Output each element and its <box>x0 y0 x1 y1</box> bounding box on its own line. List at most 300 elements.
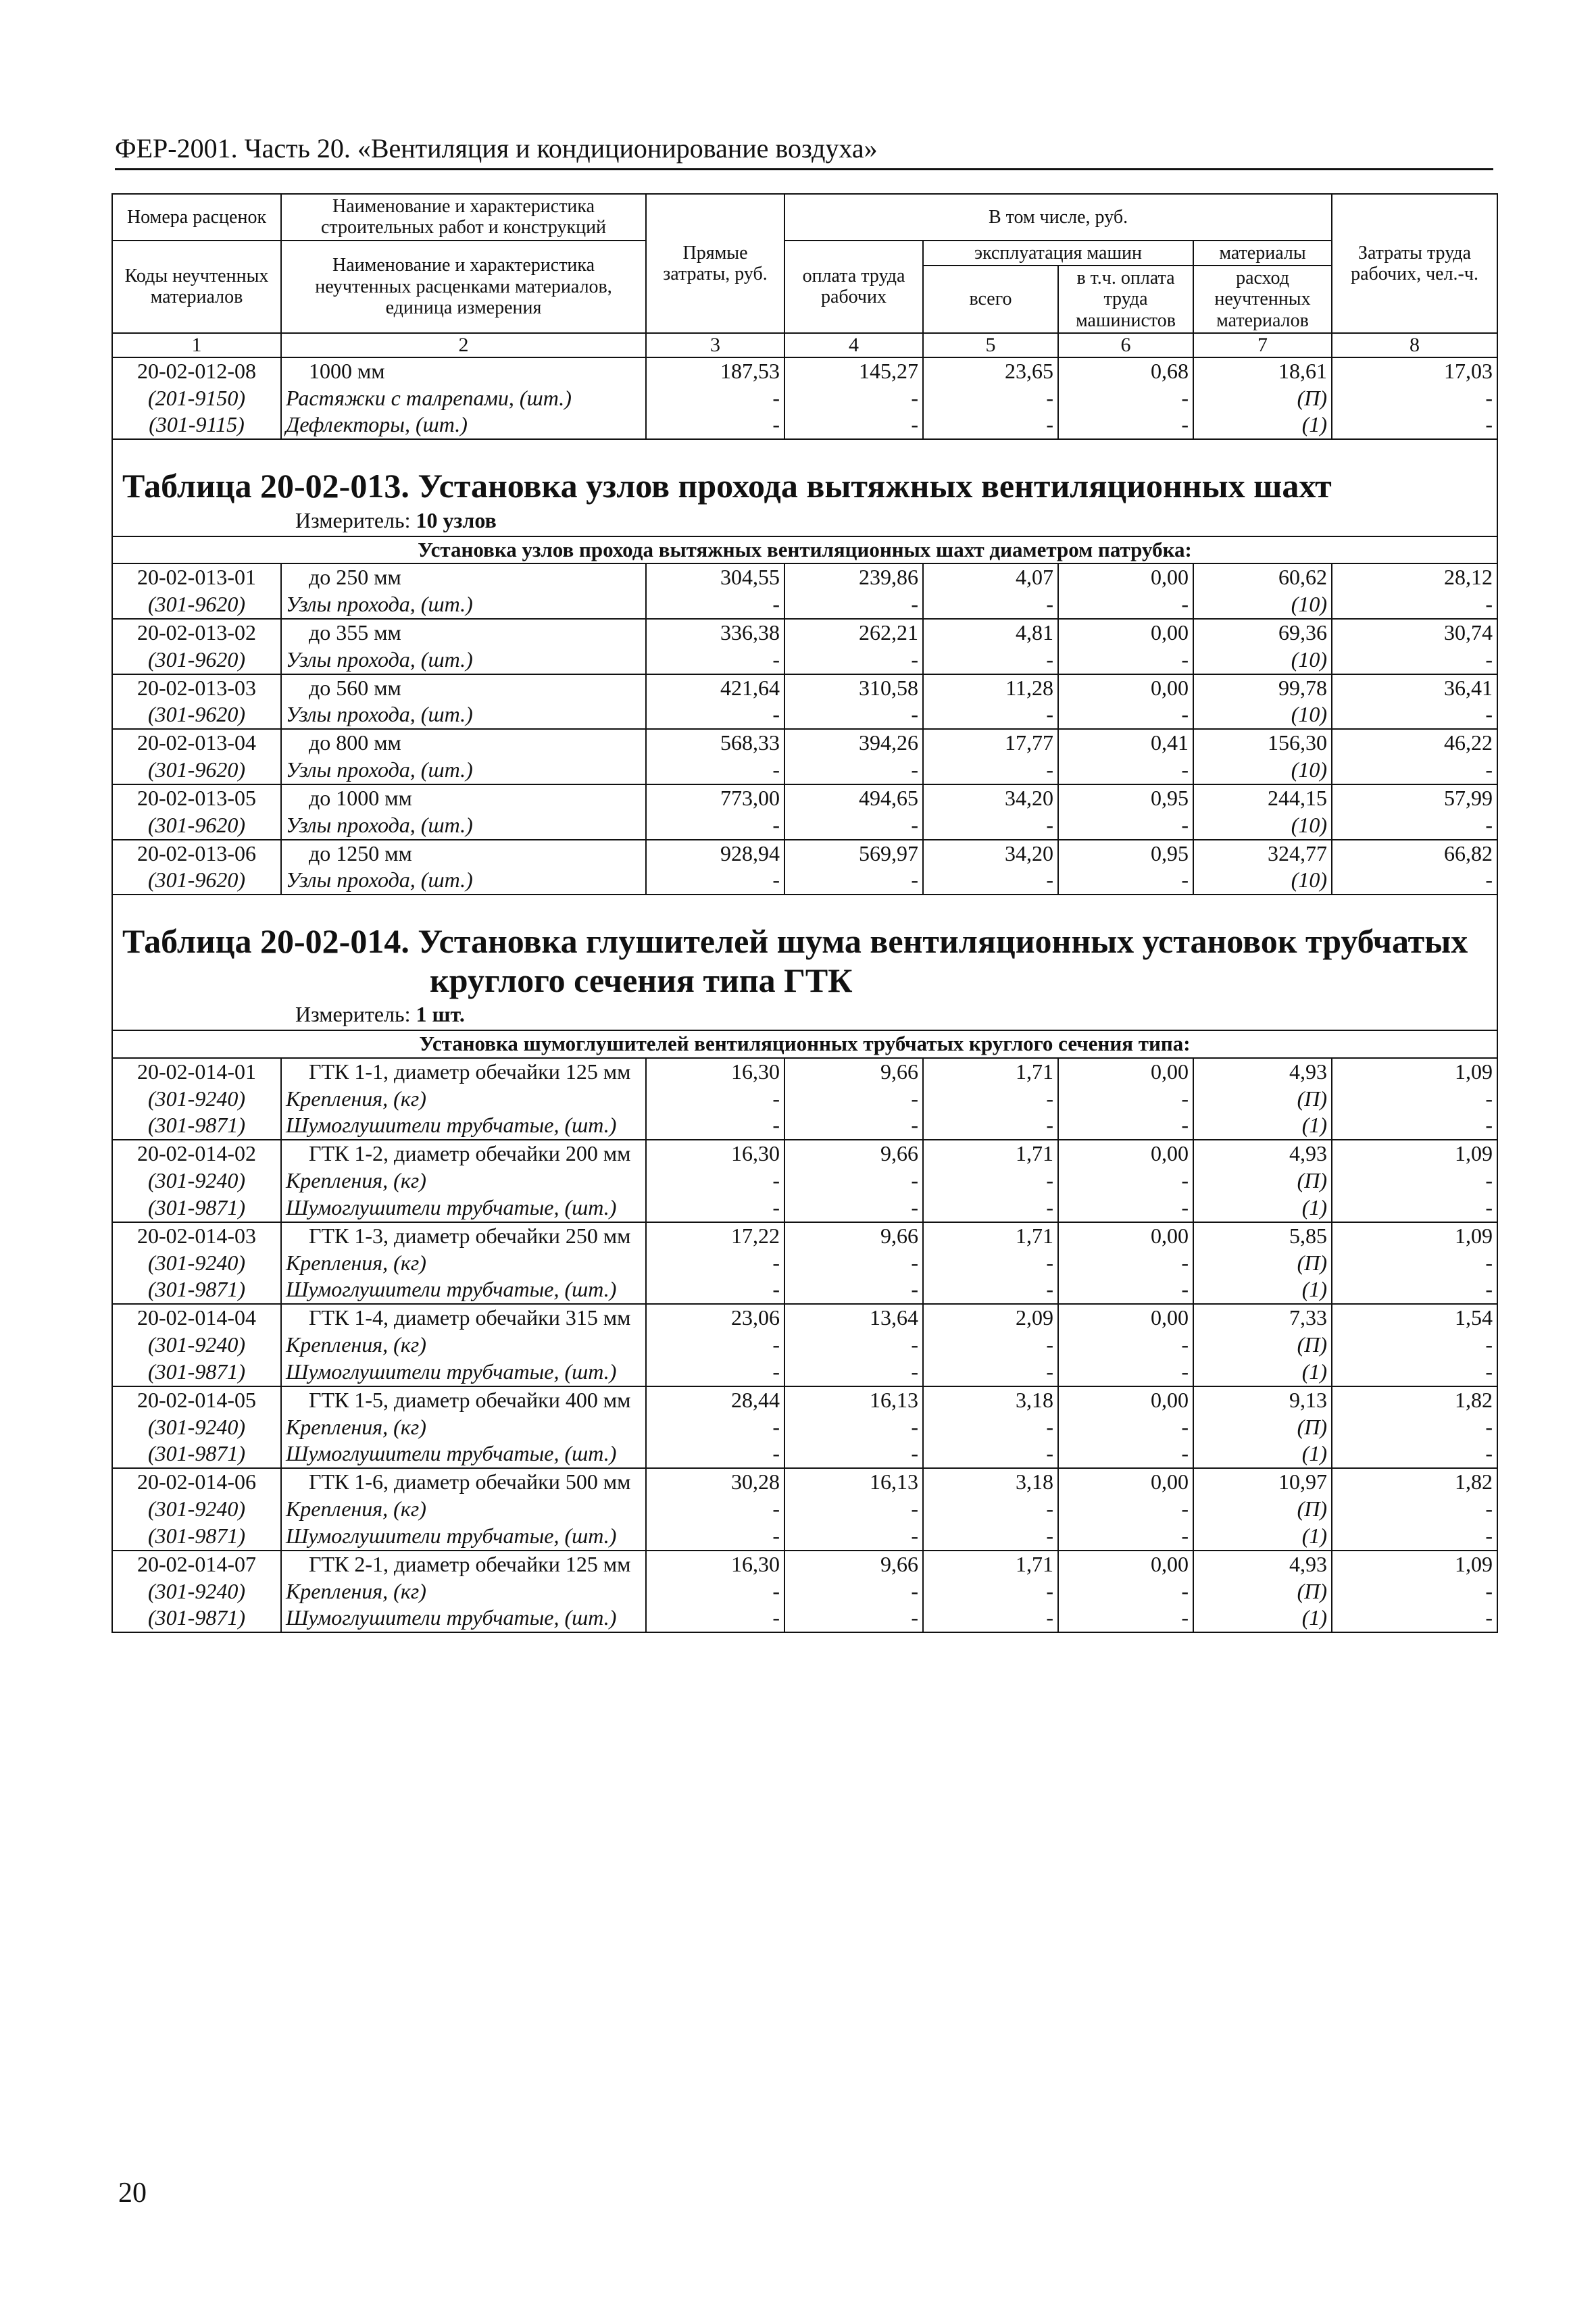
rate-value: 4,07 <box>923 563 1058 591</box>
rate-value: 69,36 <box>1193 619 1332 647</box>
rate-value: 187,53 <box>646 357 784 385</box>
col-head-name: Наименование и характеристика строительных работ и конструкций <box>281 194 646 241</box>
rate-value: 1,09 <box>1332 1222 1497 1250</box>
dash-value: - <box>1058 1086 1193 1113</box>
rate-value: 11,28 <box>923 674 1058 702</box>
dash-value: - <box>1058 1578 1193 1605</box>
material-quantity: (П) <box>1193 1167 1332 1194</box>
rate-value: 0,00 <box>1058 563 1193 591</box>
material-row <box>112 1167 1497 1194</box>
material-name: Шумоглушители трубчатые, (шт.) <box>281 1194 646 1222</box>
rate-name: до 1000 мм <box>281 784 646 812</box>
material-row <box>112 1194 1497 1222</box>
table-title: Таблица 20-02-013. Установка узлов прохода вытяжных вентиляционных шахт <box>112 439 1497 509</box>
rate-value: 494,65 <box>784 784 923 812</box>
dash-value: - <box>923 757 1058 784</box>
rate-value: 17,22 <box>646 1222 784 1250</box>
dash-value: - <box>784 385 923 412</box>
material-quantity: (1) <box>1193 1194 1332 1222</box>
dash-value: - <box>1058 1167 1193 1194</box>
dash-value: - <box>784 647 923 674</box>
measure-value: 10 узлов <box>416 507 497 532</box>
table-title-line: круглого сечения типа ГТК <box>430 961 853 999</box>
measure-line <box>112 1003 1497 1030</box>
rate-row <box>112 674 1497 702</box>
material-quantity: (П) <box>1193 1414 1332 1441</box>
dash-value: - <box>923 1167 1058 1194</box>
rate-value: 0,00 <box>1058 674 1193 702</box>
material-name: Крепления, (кг) <box>281 1086 646 1113</box>
dash-value: - <box>784 591 923 619</box>
dash-value: - <box>1058 1332 1193 1359</box>
dash-value: - <box>1058 1250 1193 1277</box>
rate-value: 568,33 <box>646 729 784 757</box>
measure-value: 1 шт. <box>416 1002 465 1027</box>
dash-value: - <box>923 411 1058 439</box>
material-code: (301-9620) <box>112 647 281 674</box>
dash-value: - <box>923 812 1058 840</box>
rate-value: 4,93 <box>1193 1058 1332 1086</box>
material-row <box>112 1086 1497 1113</box>
col-head-operator-pay: в т.ч. оплата труда машинистов <box>1058 266 1193 333</box>
col-head-machines-total: всего <box>923 266 1058 333</box>
dash-value: - <box>784 1605 923 1632</box>
rate-value: 4,81 <box>923 619 1058 647</box>
material-row <box>112 1605 1497 1632</box>
rate-value: 16,13 <box>784 1468 923 1496</box>
dash-value: - <box>646 1605 784 1632</box>
rate-value: 9,66 <box>784 1222 923 1250</box>
material-quantity: (10) <box>1193 591 1332 619</box>
dash-value: - <box>784 1086 923 1113</box>
dash-value: - <box>646 1359 784 1386</box>
rate-value: 46,22 <box>1332 729 1497 757</box>
dash-value: - <box>646 1167 784 1194</box>
rate-value: 34,20 <box>923 784 1058 812</box>
dash-value: - <box>646 591 784 619</box>
material-code: (301-9620) <box>112 757 281 784</box>
rate-value: 336,38 <box>646 619 784 647</box>
rate-value: 0,00 <box>1058 619 1193 647</box>
rate-value: 9,66 <box>784 1140 923 1167</box>
material-quantity: (1) <box>1193 411 1332 439</box>
rate-value: 0,00 <box>1058 1551 1193 1578</box>
section-subhead: Установка узлов прохода вытяжных вентиляционных шахт диаметром патрубка: <box>112 536 1497 564</box>
rate-value: 1,09 <box>1332 1058 1497 1086</box>
table-title-row <box>112 439 1497 509</box>
dash-value: - <box>784 1112 923 1140</box>
rate-value: 239,86 <box>784 563 923 591</box>
rate-value: 569,97 <box>784 840 923 867</box>
col-number: 7 <box>1193 333 1332 357</box>
col-number: 8 <box>1332 333 1497 357</box>
dash-value: - <box>784 812 923 840</box>
rate-code: 20-02-013-02 <box>112 619 281 647</box>
rate-value: 34,20 <box>923 840 1058 867</box>
material-name: Крепления, (кг) <box>281 1578 646 1605</box>
dash-value: - <box>1332 1578 1497 1605</box>
material-quantity: (1) <box>1193 1112 1332 1140</box>
rate-value: 9,66 <box>784 1551 923 1578</box>
dash-value: - <box>923 1440 1058 1468</box>
dash-value: - <box>1058 647 1193 674</box>
material-name: Растяжки с талрепами, (шт.) <box>281 385 646 412</box>
dash-value: - <box>784 1578 923 1605</box>
rate-value: 36,41 <box>1332 674 1497 702</box>
dash-value: - <box>1332 757 1497 784</box>
rate-value: 17,77 <box>923 729 1058 757</box>
dash-value: - <box>923 1276 1058 1304</box>
material-row <box>112 701 1497 729</box>
rate-code: 20-02-014-06 <box>112 1468 281 1496</box>
rate-code: 20-02-014-05 <box>112 1386 281 1414</box>
price-table <box>111 193 1498 1633</box>
material-name: Крепления, (кг) <box>281 1332 646 1359</box>
rate-value: 16,30 <box>646 1058 784 1086</box>
col-number: 1 <box>112 333 281 357</box>
material-name: Узлы прохода, (шт.) <box>281 812 646 840</box>
rate-value: 3,18 <box>923 1468 1058 1496</box>
material-code: (301-9871) <box>112 1440 281 1468</box>
dash-value: - <box>646 1086 784 1113</box>
rate-value: 9,13 <box>1193 1386 1332 1414</box>
rate-value: 5,85 <box>1193 1222 1332 1250</box>
material-code: (301-9240) <box>112 1496 281 1523</box>
dash-value: - <box>923 1194 1058 1222</box>
dash-value: - <box>784 1250 923 1277</box>
dash-value: - <box>1058 1194 1193 1222</box>
dash-value: - <box>923 1250 1058 1277</box>
material-code: (301-9240) <box>112 1086 281 1113</box>
material-quantity: (1) <box>1193 1523 1332 1551</box>
material-quantity: (П) <box>1193 1250 1332 1277</box>
col-head-code: Номера расценок <box>112 194 281 241</box>
dash-value: - <box>646 1332 784 1359</box>
rate-code: 20-02-013-04 <box>112 729 281 757</box>
dash-value: - <box>923 647 1058 674</box>
measure-line <box>112 509 1497 536</box>
material-row <box>112 1523 1497 1551</box>
dash-value: - <box>784 1359 923 1386</box>
rate-value: 1,71 <box>923 1140 1058 1167</box>
dash-value: - <box>1332 385 1497 412</box>
dash-value: - <box>1332 1167 1497 1194</box>
rate-code: 20-02-013-06 <box>112 840 281 867</box>
rate-value: 99,78 <box>1193 674 1332 702</box>
material-quantity: (П) <box>1193 1578 1332 1605</box>
measure-row <box>112 1003 1497 1030</box>
dash-value: - <box>923 1359 1058 1386</box>
material-code: (301-9620) <box>112 591 281 619</box>
material-name: Узлы прохода, (шт.) <box>281 867 646 895</box>
dash-value: - <box>1332 1194 1497 1222</box>
rate-row <box>112 1140 1497 1167</box>
rate-value: 16,30 <box>646 1551 784 1578</box>
dash-value: - <box>1332 867 1497 895</box>
rate-value: 0,95 <box>1058 840 1193 867</box>
dash-value: - <box>646 1194 784 1222</box>
rate-row <box>112 1551 1497 1578</box>
rate-name: ГТК 1-5, диаметр обечайки 400 мм <box>281 1386 646 1414</box>
dash-value: - <box>646 1276 784 1304</box>
dash-value: - <box>923 1112 1058 1140</box>
subhead-row <box>112 1030 1497 1058</box>
rate-name: до 560 мм <box>281 674 646 702</box>
rate-value: 10,97 <box>1193 1468 1332 1496</box>
rate-name: ГТК 1-1, диаметр обечайки 125 мм <box>281 1058 646 1086</box>
rate-name: ГТК 1-3, диаметр обечайки 250 мм <box>281 1222 646 1250</box>
material-row <box>112 1578 1497 1605</box>
rate-code: 20-02-012-08 <box>112 357 281 385</box>
rate-row <box>112 1058 1497 1086</box>
material-name: Узлы прохода, (шт.) <box>281 591 646 619</box>
dash-value: - <box>1058 757 1193 784</box>
rate-code: 20-02-014-02 <box>112 1140 281 1167</box>
dash-value: - <box>646 1112 784 1140</box>
table-title-line: Таблица 20-02-014. Установка глушителей шума вентиляционных установок трубчатых <box>122 922 1468 961</box>
rate-name: ГТК 1-4, диаметр обечайки 315 мм <box>281 1304 646 1332</box>
dash-value: - <box>1332 1112 1497 1140</box>
rate-value: 60,62 <box>1193 563 1332 591</box>
dash-value: - <box>1058 1112 1193 1140</box>
rate-name: 1000 мм <box>281 357 646 385</box>
dash-value: - <box>784 867 923 895</box>
dash-value: - <box>646 1496 784 1523</box>
material-quantity: (1) <box>1193 1440 1332 1468</box>
dash-value: - <box>923 385 1058 412</box>
material-row <box>112 1414 1497 1441</box>
rate-value: 30,28 <box>646 1468 784 1496</box>
col-head-including: В том числе, руб. <box>784 194 1332 241</box>
dash-value: - <box>1058 1414 1193 1441</box>
material-row <box>112 867 1497 895</box>
dash-value: - <box>923 1578 1058 1605</box>
material-row <box>112 1440 1497 1468</box>
rate-value: 0,00 <box>1058 1468 1193 1496</box>
rate-row <box>112 1304 1497 1332</box>
dash-value: - <box>646 647 784 674</box>
rate-value: 244,15 <box>1193 784 1332 812</box>
col-head-machines: эксплуатация машин <box>923 241 1193 266</box>
rate-value: 145,27 <box>784 357 923 385</box>
dash-value: - <box>784 411 923 439</box>
material-row <box>112 1250 1497 1277</box>
dash-value: - <box>1332 1086 1497 1113</box>
material-row <box>112 591 1497 619</box>
material-name: Шумоглушители трубчатые, (шт.) <box>281 1440 646 1468</box>
rate-value: 18,61 <box>1193 357 1332 385</box>
rate-value: 28,44 <box>646 1386 784 1414</box>
price-table-wrapper <box>111 193 1497 1633</box>
material-quantity: (10) <box>1193 701 1332 729</box>
material-quantity: (10) <box>1193 812 1332 840</box>
rate-row <box>112 784 1497 812</box>
material-row <box>112 385 1497 412</box>
material-name: Шумоглушители трубчатые, (шт.) <box>281 1276 646 1304</box>
dash-value: - <box>784 701 923 729</box>
col-head-material-usage: расход неучтенных материалов <box>1193 266 1332 333</box>
rate-value: 773,00 <box>646 784 784 812</box>
dash-value: - <box>1332 591 1497 619</box>
dash-value: - <box>1058 411 1193 439</box>
col-head-materials: материалы <box>1193 241 1332 266</box>
dash-value: - <box>1058 1496 1193 1523</box>
rate-value: 3,18 <box>923 1386 1058 1414</box>
dash-value: - <box>784 1332 923 1359</box>
dash-value: - <box>923 701 1058 729</box>
col-number: 6 <box>1058 333 1193 357</box>
dash-value: - <box>1058 1605 1193 1632</box>
dash-value: - <box>923 1605 1058 1632</box>
dash-value: - <box>784 1523 923 1551</box>
material-row <box>112 411 1497 439</box>
material-code: (201-9150) <box>112 385 281 412</box>
rate-value: 304,55 <box>646 563 784 591</box>
col-head-direct-costs: Прямые затраты, руб. <box>646 194 784 333</box>
material-code: (301-9240) <box>112 1578 281 1605</box>
rate-row <box>112 729 1497 757</box>
rate-value: 0,41 <box>1058 729 1193 757</box>
rate-value: 0,95 <box>1058 784 1193 812</box>
rate-row <box>112 357 1497 385</box>
material-code: (301-9871) <box>112 1194 281 1222</box>
rate-value: 0,00 <box>1058 1140 1193 1167</box>
dash-value: - <box>784 1414 923 1441</box>
material-row <box>112 1332 1497 1359</box>
rate-value: 324,77 <box>1193 840 1332 867</box>
dash-value: - <box>923 867 1058 895</box>
material-name: Крепления, (кг) <box>281 1167 646 1194</box>
rate-value: 7,33 <box>1193 1304 1332 1332</box>
rate-value: 1,09 <box>1332 1551 1497 1578</box>
rate-code: 20-02-013-05 <box>112 784 281 812</box>
dash-value: - <box>923 591 1058 619</box>
material-row <box>112 757 1497 784</box>
material-quantity: (П) <box>1193 385 1332 412</box>
material-code: (301-9240) <box>112 1167 281 1194</box>
rate-value: 28,12 <box>1332 563 1497 591</box>
material-name: Шумоглушители трубчатые, (шт.) <box>281 1605 646 1632</box>
material-quantity: (10) <box>1193 757 1332 784</box>
col-number: 3 <box>646 333 784 357</box>
dash-value: - <box>1332 1440 1497 1468</box>
col-head-labor-pay: оплата труда рабочих <box>784 241 923 333</box>
rate-name: до 250 мм <box>281 563 646 591</box>
rate-value: 262,21 <box>784 619 923 647</box>
dash-value: - <box>646 1523 784 1551</box>
dash-value: - <box>923 1523 1058 1551</box>
material-row <box>112 812 1497 840</box>
rate-code: 20-02-014-07 <box>112 1551 281 1578</box>
rate-value: 1,82 <box>1332 1468 1497 1496</box>
dash-value: - <box>646 1414 784 1441</box>
rate-value: 9,66 <box>784 1058 923 1086</box>
rate-value: 1,71 <box>923 1222 1058 1250</box>
dash-value: - <box>1332 1332 1497 1359</box>
rate-row <box>112 1386 1497 1414</box>
col-head-material-codes: Коды неучтенных материалов <box>112 241 281 333</box>
material-code: (301-9871) <box>112 1276 281 1304</box>
col-head-material-names: Наименование и характеристика неучтенных расценками материалов, единица измерения <box>281 241 646 333</box>
dash-value: - <box>1058 1440 1193 1468</box>
dash-value: - <box>646 757 784 784</box>
rate-code: 20-02-014-04 <box>112 1304 281 1332</box>
dash-value: - <box>784 1276 923 1304</box>
rate-value: 57,99 <box>1332 784 1497 812</box>
dash-value: - <box>646 385 784 412</box>
rate-code: 20-02-014-03 <box>112 1222 281 1250</box>
dash-value: - <box>1332 1414 1497 1441</box>
material-code: (301-9240) <box>112 1332 281 1359</box>
subhead-row <box>112 536 1497 564</box>
rate-value: 4,93 <box>1193 1551 1332 1578</box>
rate-value: 0,00 <box>1058 1058 1193 1086</box>
rate-name: до 1250 мм <box>281 840 646 867</box>
dash-value: - <box>1332 1605 1497 1632</box>
rate-row <box>112 840 1497 867</box>
dash-value: - <box>1058 1523 1193 1551</box>
rate-value: 13,64 <box>784 1304 923 1332</box>
rate-value: 0,00 <box>1058 1222 1193 1250</box>
material-row <box>112 1359 1497 1386</box>
dash-value: - <box>1332 1276 1497 1304</box>
dash-value: - <box>784 757 923 784</box>
dash-value: - <box>784 1496 923 1523</box>
column-numbers-row <box>112 333 1497 357</box>
rate-code: 20-02-013-01 <box>112 563 281 591</box>
measure-label: Измеритель: <box>295 507 411 532</box>
material-code: (301-9871) <box>112 1605 281 1632</box>
material-code: (301-9871) <box>112 1112 281 1140</box>
material-name: Шумоглушители трубчатые, (шт.) <box>281 1359 646 1386</box>
material-row <box>112 1112 1497 1140</box>
dash-value: - <box>1058 701 1193 729</box>
section-subhead: Установка шумоглушителей вентиляционных трубчатых круглого сечения типа: <box>112 1030 1497 1058</box>
material-quantity: (П) <box>1193 1496 1332 1523</box>
material-code: (301-9620) <box>112 867 281 895</box>
material-code: (301-9620) <box>112 812 281 840</box>
rate-value: 23,65 <box>923 357 1058 385</box>
dash-value: - <box>1332 411 1497 439</box>
rate-value: 0,00 <box>1058 1304 1193 1332</box>
rate-value: 394,26 <box>784 729 923 757</box>
material-row <box>112 1276 1497 1304</box>
rate-name: ГТК 1-2, диаметр обечайки 200 мм <box>281 1140 646 1167</box>
rate-value: 1,71 <box>923 1551 1058 1578</box>
rate-value: 421,64 <box>646 674 784 702</box>
rate-value: 0,00 <box>1058 1386 1193 1414</box>
dash-value: - <box>1058 1359 1193 1386</box>
rate-code: 20-02-013-03 <box>112 674 281 702</box>
dash-value: - <box>646 867 784 895</box>
dash-value: - <box>1058 385 1193 412</box>
table-title <box>112 895 1497 1003</box>
rate-value: 23,06 <box>646 1304 784 1332</box>
dash-value: - <box>1332 1250 1497 1277</box>
dash-value: - <box>923 1414 1058 1441</box>
material-quantity: (1) <box>1193 1359 1332 1386</box>
dash-value: - <box>923 1332 1058 1359</box>
rate-value: 1,71 <box>923 1058 1058 1086</box>
rate-name: до 355 мм <box>281 619 646 647</box>
dash-value: - <box>646 411 784 439</box>
rate-value: 0,68 <box>1058 357 1193 385</box>
dash-value: - <box>646 1250 784 1277</box>
dash-value: - <box>1332 647 1497 674</box>
material-code: (301-9115) <box>112 411 281 439</box>
material-code: (301-9620) <box>112 701 281 729</box>
rate-value: 4,93 <box>1193 1140 1332 1167</box>
